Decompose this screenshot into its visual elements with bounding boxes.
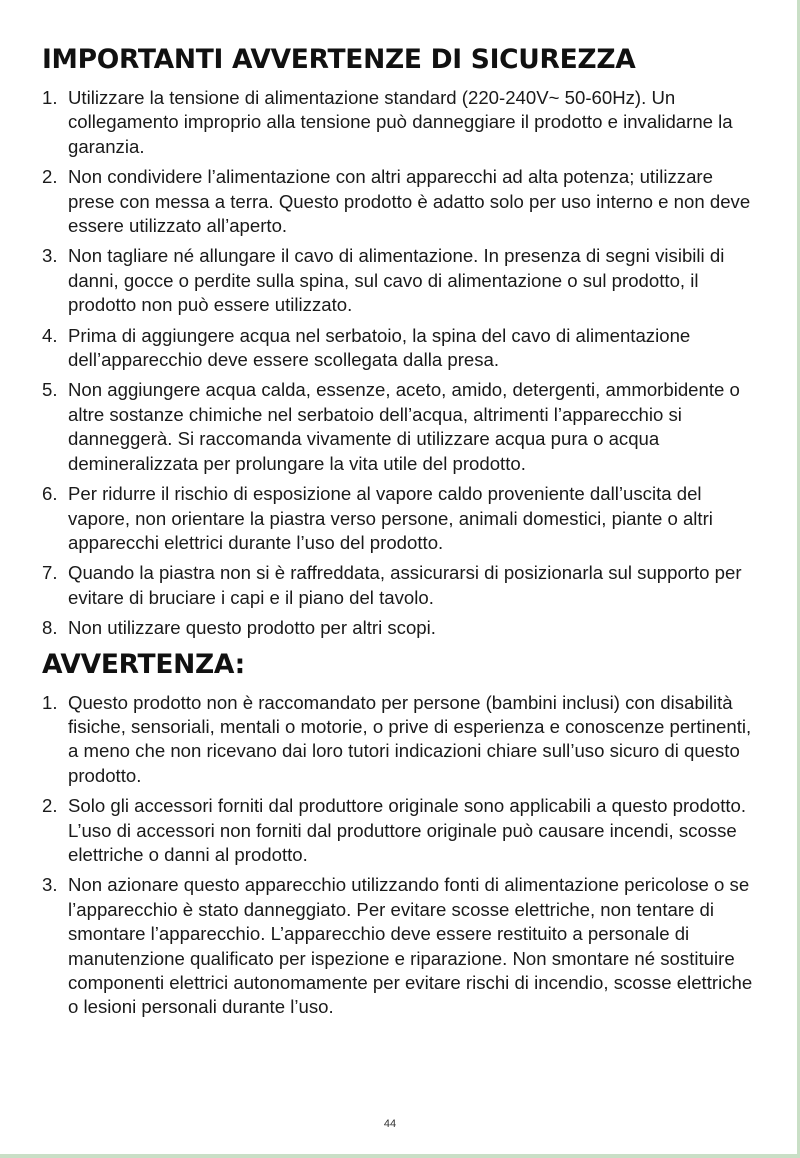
safety-item bbox=[42, 482, 754, 555]
item-number: 3. bbox=[42, 245, 58, 267]
item-text: Prima di aggiungere acqua nel serbatoio, la spina del cavo di alimentazione dell’apparecchio deve essere scollegata dalla presa. bbox=[68, 324, 691, 371]
warning-item bbox=[42, 691, 754, 789]
item-number: 4. bbox=[42, 324, 58, 346]
item-number: 6. bbox=[42, 483, 58, 505]
safety-item bbox=[42, 86, 754, 159]
safety-item bbox=[42, 165, 754, 238]
safety-list bbox=[42, 86, 754, 641]
item-number: 7. bbox=[42, 562, 58, 584]
page-number: 44 bbox=[383, 1118, 397, 1130]
item-text: Solo gli accessori forniti dal produttore originale sono applicabili a questo prodotto. L’uso di accessori non forniti dal produttore originale può causare incendi, scosse elettriche o danni al prodotto. bbox=[68, 795, 747, 865]
safety-item bbox=[42, 324, 754, 373]
item-number: 2. bbox=[42, 166, 58, 188]
page-edge-bottom bbox=[0, 1154, 800, 1158]
item-number: 8. bbox=[42, 617, 58, 639]
item-text: Non condividere l’alimentazione con altri apparecchi ad alta potenza; utilizzare prese con messa a terra. Questo prodotto è adatto solo per uso interno e non deve essere utilizzato all’aperto. bbox=[68, 166, 751, 237]
item-number: 5. bbox=[42, 379, 58, 401]
manual-page bbox=[42, 40, 754, 1026]
warning-item bbox=[42, 873, 754, 1019]
item-text: Non azionare questo apparecchio utilizzando fonti di alimentazione pericolose o se l’apparecchio è stato danneggiato. Per evitare scosse elettriche, non tentare di smontare l’apparecchio. L’apparecchio deve essere restituito a personale di manutenzione qualificato per ispezione e riparazione. Non smontare né sostituire componenti elettrici autonomamente per evitare rischi di incendio, scosse elettriche o lesioni personali durante l’uso. bbox=[68, 874, 753, 1018]
item-number: 1. bbox=[42, 87, 58, 108]
item-text: Per ridurre il rischio di esposizione al vapore caldo proveniente dall’uscita del vapore, non orientare la piastra verso persone, animali domestici, piante o altri apparecchi elettrici durante l’uso del prodotto. bbox=[68, 483, 713, 553]
item-text: Utilizzare la tensione di alimentazione standard (220-240V~ 50-60Hz). Un collegamento improprio alla tensione può danneggiare il prodotto e invalidarne la garanzia. bbox=[68, 87, 733, 157]
item-number: 3. bbox=[42, 874, 58, 896]
safety-item bbox=[42, 244, 754, 317]
item-text: Non aggiungere acqua calda, essenze, aceto, amido, detergenti, ammorbidente o altre sostanze chimiche nel serbatoio dell’acqua, altrimenti l’apparecchio si danneggerà. Si raccomanda vivamente di utilizzare acqua pura o acqua demineralizzata per prolungare la vita utile del prodotto. bbox=[68, 379, 740, 474]
safety-item bbox=[42, 616, 754, 640]
item-text: Questo prodotto non è raccomandato per persone (bambini inclusi) con disabilità fisiche, sensoriali, mentali o motorie, o prive di esperienza e conoscenze pertinenti, a meno che non ricevano dai loro tutori indicazioni chiare sull’uso sicuro di questo prodotto. bbox=[68, 691, 752, 786]
warning-item bbox=[42, 794, 754, 867]
safety-item bbox=[42, 378, 754, 476]
safety-item bbox=[42, 561, 754, 610]
warning-title: AVVERTENZA: bbox=[42, 648, 245, 680]
warning-list bbox=[42, 691, 754, 1020]
safety-title: IMPORTANTI AVVERTENZE DI SICUREZZA bbox=[42, 44, 636, 75]
item-number: 2. bbox=[42, 795, 58, 817]
item-text: Non utilizzare questo prodotto per altri scopi. bbox=[68, 617, 436, 639]
item-text: Non tagliare né allungare il cavo di alimentazione. In presenza di segni visibili di danni, gocce o perdite sulla spina, sul cavo di alimentazione o sul prodotto, il prodotto non può essere utilizzato. bbox=[68, 245, 725, 316]
item-text: Quando la piastra non si è raffreddata, assicurarsi di posizionarla sul supporto per evitare di bruciare i capi e il piano del tavolo. bbox=[68, 562, 742, 608]
item-number: 1. bbox=[42, 691, 58, 713]
